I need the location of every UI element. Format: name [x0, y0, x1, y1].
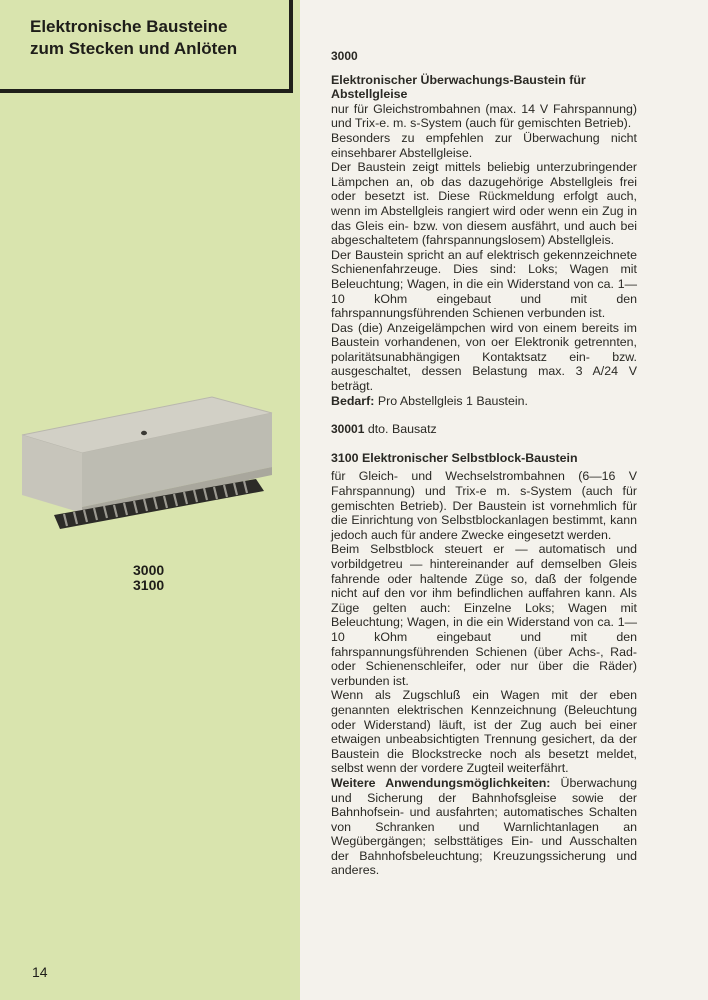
section-3000-code: 3000: [331, 49, 358, 63]
spacer: [331, 437, 637, 451]
section-3000-paragraph: nur für Gleichstrombahnen (max. 14 V Fahrspannung) und Trix-e. m. s-System (auch für gemischten Betrieb).: [331, 101, 637, 131]
section-3000-paragraph: Der Baustein spricht an auf elektrisch gekennzeichnete Schienenfahrzeuge. Dies sind: Loks; Wagen mit Beleuchtung; Wagen, in die ein Widerstand von ca. 1—10 kOhm eingebaut und mit den fahrspannungsführenden Schienen verbunden ist.: [331, 247, 637, 321]
model-numbers: [133, 563, 164, 593]
section-3100-paragraph: für Gleich- und Wechselstrombahnen (6—16 V Fahrspannung) und Trix-e m. s-System (auch für gemischten Betrieb). Der Baustein ist vornehmlich für die Einrichtung von Selbstblockanlagen bestimmt, kann jedoch auch für andere Zwecke eingesetzt werden.: [331, 469, 637, 542]
section-3100-paragraph: Beim Selbstblock steuert er — automatisch und vorbildgetreu — hintereinander auf demselben Gleis fahrende oder haltende Züge so, daß der folgende nicht auf den vor ihm befindlichen auffahren kann. Als Züge gelten auch: Einzelne Loks; Wagen mit Beleuchtung; Wagen, in die ein Widerstand von ca. 1—10 kOhm eingebaut und mit den fahrspannungsführenden Schienen (über Achs-, Rad- oder Schienenschleifer, oder nur über die Räder) verbunden ist.: [331, 542, 637, 688]
section-30001: [331, 422, 637, 437]
page-title: [30, 16, 280, 60]
section-30001-text: dto. Bausatz: [367, 422, 437, 437]
spacer: [331, 408, 637, 422]
section-3100-paragraph: Wenn als Zugschluß ein Wagen mit der eben genannten elektrischen Kennzeichnung (Beleuchtung oder Widerstand) läuft, ist der Zug auch bei einer etwaigen unbeabsichtigten Trennung gesichert, da der Baustein die Blockstrecke noch als besetzt meldet, selbst wenn der vordere Zugteil weiterfährt.: [331, 688, 637, 776]
page-number: 14: [32, 964, 48, 980]
header-box: [0, 0, 293, 93]
article-content: [331, 49, 637, 878]
section-3000-title: Elektronischer Überwachungs-Baustein für Abstellgleise: [331, 72, 586, 102]
model-number-3000: 3000: [133, 562, 165, 578]
section-3000-paragraph: Das (die) Anzeigelämpchen wird von einem bereits im Baustein vorhandenen, von oer Elektronik getrennten, polaritätsunabhängigen Kontaktsatz ein- bzw. ausgeschaltet, dessen Belastung max. 3 A/24 V beträgt.: [331, 320, 637, 394]
section-3000-bedarf: [331, 394, 637, 409]
section-3100-title: Elektronischer Selbstblock-Baustein: [362, 450, 578, 465]
section-3100-code: 3100: [331, 450, 359, 465]
bedarf-label: Bedarf:: [331, 393, 375, 408]
section-3000-paragraph: Besonders zu empfehlen zur Überwachung nicht einsehbarer Abstellgleise.: [331, 130, 637, 160]
weitere-label: Weitere Anwendungsmöglichkeiten:: [331, 775, 551, 790]
bedarf-text: Pro Abstellgleis 1 Baustein.: [377, 393, 528, 408]
section-30001-code: 30001: [331, 422, 365, 437]
title-line-1: Elektronische Bausteine: [30, 17, 228, 36]
section-3000-paragraph: Der Baustein zeigt mittels beliebig unterzubringender Lämpchen an, ob das dazugehörige Abstellgleis frei oder besetzt ist. Diese Rückmeldung erfolgt auch, wenn im Abstellgleis rangiert wird oder wenn ein Zug in das Gleis ein- bzw. von diesem ausfährt, und auch bei abgeschaltetem (fahrspannungslosem) Abstellgleis.: [331, 160, 637, 248]
title-line-2: zum Stecken und Anlöten: [30, 39, 238, 58]
weitere-text: Überwachung und Sicherung der Bahnhofsgleise sowie der Bahnhofsein- und ausfahrten; automatisches Schalten von Schranken und Warnlichtanlagen an Wegübergängen; selbsttätiges Ein- und Ausschalten der Bahnhofsbeleuchtung; Kreuzungssicherung und anderes.: [331, 775, 637, 878]
model-number-3100: 3100: [133, 577, 165, 593]
spacer: [331, 64, 637, 73]
electronic-module-image: [20, 395, 276, 540]
section-3100-weitere: [331, 776, 637, 878]
section-3100-heading: [331, 451, 637, 466]
